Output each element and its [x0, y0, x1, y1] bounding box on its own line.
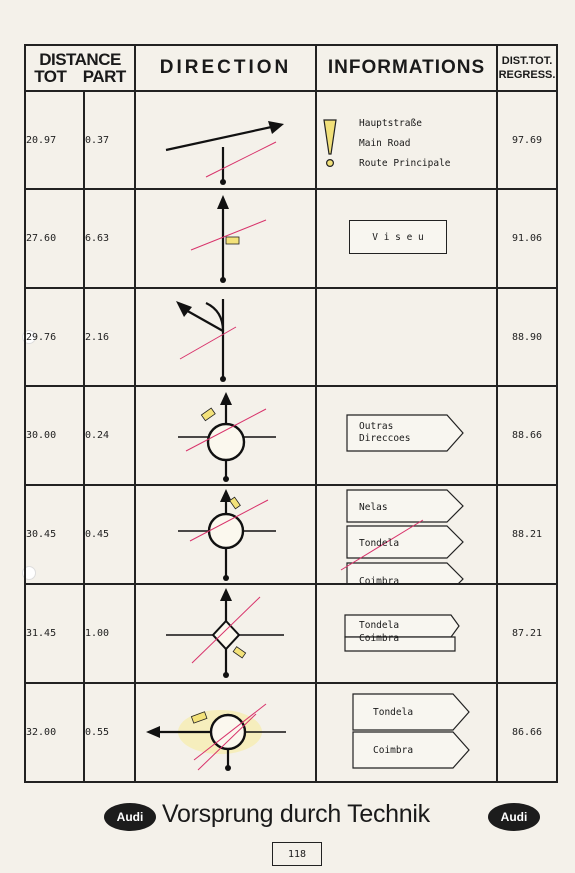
direction-sign: [359, 421, 410, 445]
header-distance: [25, 45, 135, 91]
info-cell: [316, 288, 497, 386]
direction-sign: [349, 220, 447, 254]
dist-part-cell: 1.00: [84, 584, 135, 683]
table-row: [25, 485, 557, 584]
regress-cell: 91.06: [497, 189, 557, 288]
direction-cell: [135, 288, 316, 386]
page-number: 118: [272, 842, 322, 866]
sign-label: Direccoes: [359, 433, 411, 444]
dist-part-cell: 0.55: [84, 683, 135, 782]
direction-cell: [135, 584, 316, 683]
direction-cell: [135, 485, 316, 584]
direction-cell: [135, 91, 316, 189]
tulip-diagram: [136, 190, 317, 287]
dist-tot-cell: 30.45: [25, 485, 84, 584]
header-distance-label: DISTANCE: [39, 50, 121, 69]
table-row: [25, 584, 557, 683]
sign-label: Outras: [359, 421, 394, 432]
dist-tot-cell: 27.60: [25, 189, 84, 288]
header-regress: DIST.TOT. REGRESS.: [497, 45, 557, 91]
dist-part-cell: 0.37: [84, 91, 135, 189]
dist-tot-cell: 30.00: [25, 386, 84, 485]
regress-cell: 88.66: [497, 386, 557, 485]
arrow-sign-shape: [317, 585, 498, 682]
regress-cell: 87.21: [497, 584, 557, 683]
dist-part-cell: 2.16: [84, 288, 135, 386]
direction-cell: [135, 189, 316, 288]
sign-label: Coimbra: [359, 633, 400, 644]
header-tot: TOT: [34, 67, 67, 86]
roadbook-table: [24, 44, 558, 783]
dist-tot-cell: 20.97: [25, 91, 84, 189]
dist-tot-cell: 29.76: [25, 288, 84, 386]
regress-cell: 88.90: [497, 288, 557, 386]
dist-tot-cell: 31.45: [25, 584, 84, 683]
dist-part-cell: 0.24: [84, 386, 135, 485]
junction-diagram: [136, 585, 317, 682]
info-line: Main Road: [359, 138, 411, 149]
sign-label: Tondela: [359, 538, 400, 549]
direction-sign: [359, 619, 399, 645]
sign-label: Tondela: [373, 707, 414, 718]
audi-logo-left: Audi: [104, 803, 156, 831]
sign-label: V i s e u: [372, 231, 424, 243]
info-line: Route Principale: [359, 158, 451, 169]
table-row: [25, 683, 557, 782]
audi-logo-right: Audi: [488, 803, 540, 831]
sign-label: Nelas: [359, 502, 388, 513]
arrow-sign-stack: [317, 684, 498, 781]
tulip-diagram: [136, 289, 317, 385]
info-text: [359, 114, 451, 174]
dist-part-cell: 0.45: [84, 485, 135, 584]
info-cell: [316, 485, 497, 587]
header-row: [25, 45, 557, 91]
header-direction: DIRECTION: [135, 45, 316, 91]
info-line: Hauptstraße: [359, 118, 422, 129]
table-row: [25, 91, 557, 189]
dist-tot-cell: 32.00: [25, 683, 84, 782]
table-row: [25, 189, 557, 288]
info-cell: [316, 386, 497, 485]
dist-part-cell: 6.63: [84, 189, 135, 288]
slogan: Vorsprung durch Technik: [162, 800, 430, 828]
arrow-sign-stack: [317, 486, 498, 583]
roundabout-diagram: [136, 684, 317, 781]
table-row: [25, 386, 557, 485]
tulip-diagram: [136, 92, 317, 188]
regress-cell: 97.69: [497, 91, 557, 189]
sign-label: Tondela: [359, 620, 400, 631]
direction-cell: [135, 683, 316, 782]
table-row: [25, 288, 557, 386]
sign-label: Coimbra: [359, 576, 400, 587]
header-informations: INFORMATIONS: [316, 45, 497, 91]
regress-cell: 86.66: [497, 683, 557, 782]
info-cell: [316, 683, 497, 782]
info-cell: [316, 584, 497, 683]
info-cell: [316, 91, 497, 189]
roundabout-diagram: [136, 486, 317, 583]
roundabout-diagram: [136, 387, 317, 484]
sign-label: Coimbra: [373, 745, 414, 756]
header-part: PART: [82, 67, 126, 86]
regress-cell: 88.21: [497, 485, 557, 584]
direction-cell: [135, 386, 316, 485]
info-cell: [316, 189, 497, 288]
